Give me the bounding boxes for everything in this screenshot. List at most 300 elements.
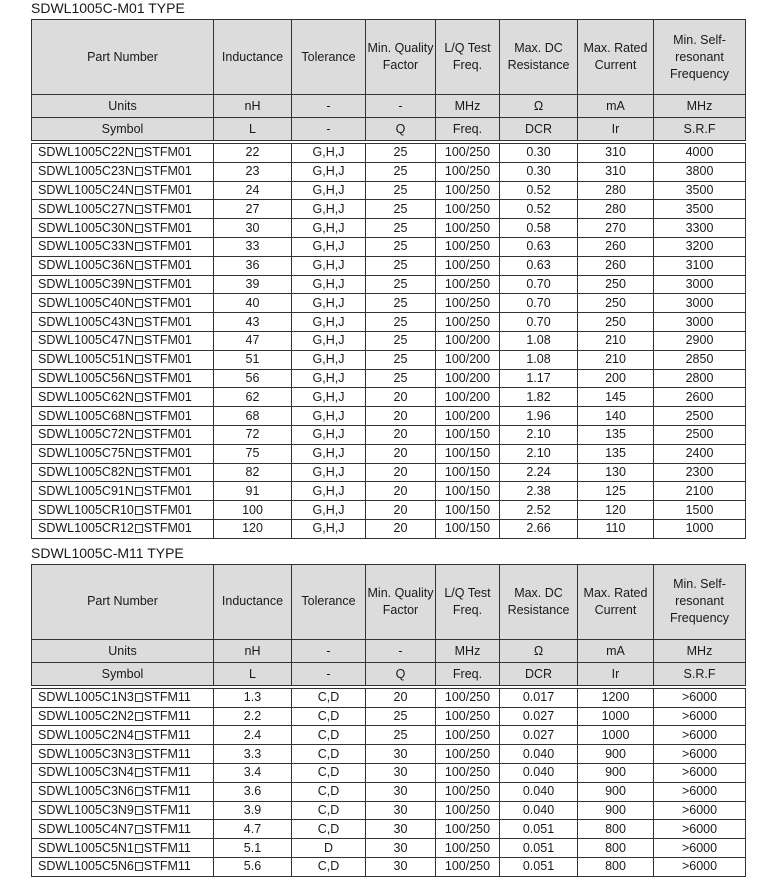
data-cell: 100 bbox=[214, 501, 292, 520]
table-row bbox=[32, 350, 746, 369]
data-cell: 0.70 bbox=[500, 294, 578, 313]
data-cell: 20 bbox=[366, 519, 436, 538]
data-cell: >6000 bbox=[654, 745, 746, 764]
data-cell: 210 bbox=[578, 331, 654, 350]
data-cell: 1000 bbox=[578, 726, 654, 745]
data-cell: 900 bbox=[578, 801, 654, 820]
placeholder-box-icon bbox=[135, 731, 143, 740]
part-code: SDWL1005C33N bbox=[38, 239, 134, 254]
part-code: SDWL1005C3N3 bbox=[38, 746, 134, 761]
part-suffix: STFM01 bbox=[143, 164, 192, 179]
data-cell: 33 bbox=[214, 237, 292, 256]
units-symbols bbox=[32, 639, 746, 688]
data-cell: 0.52 bbox=[500, 181, 578, 200]
data-cell: G,H,J bbox=[292, 407, 366, 426]
table-row bbox=[32, 181, 746, 200]
data-cell: 20 bbox=[366, 425, 436, 444]
table-header bbox=[32, 20, 746, 95]
data-cell: 20 bbox=[366, 388, 436, 407]
data-cell: 24 bbox=[214, 181, 292, 200]
data-cell: 25 bbox=[366, 294, 436, 313]
symbol-cell: - bbox=[292, 118, 366, 141]
part-suffix: STFM01 bbox=[143, 220, 192, 235]
part-number-cell bbox=[32, 726, 214, 745]
data-cell: 0.040 bbox=[500, 782, 578, 801]
data-cell: 100/200 bbox=[436, 388, 500, 407]
data-cell: 36 bbox=[214, 256, 292, 275]
data-cell: 5.1 bbox=[214, 839, 292, 858]
data-cell: G,H,J bbox=[292, 369, 366, 388]
data-cell: 25 bbox=[366, 144, 436, 163]
data-cell: 100/200 bbox=[436, 350, 500, 369]
data-cell: >6000 bbox=[654, 688, 746, 707]
data-cell: 62 bbox=[214, 388, 292, 407]
symbol-cell: Q bbox=[366, 118, 436, 141]
data-cell: 2.52 bbox=[500, 501, 578, 520]
units-cell: Units bbox=[32, 95, 214, 118]
data-cell: 30 bbox=[366, 763, 436, 782]
data-cell: 1.17 bbox=[500, 369, 578, 388]
data-cell: 68 bbox=[214, 407, 292, 426]
data-cell: 20 bbox=[366, 688, 436, 707]
data-cell: 200 bbox=[578, 369, 654, 388]
data-cell: 30 bbox=[366, 839, 436, 858]
data-cell: 100/250 bbox=[436, 200, 500, 219]
data-cell: 100/250 bbox=[436, 144, 500, 163]
data-cell: 100/150 bbox=[436, 444, 500, 463]
data-cell: 100/250 bbox=[436, 857, 500, 876]
table-row bbox=[32, 839, 746, 858]
data-cell: 260 bbox=[578, 237, 654, 256]
data-cell: 25 bbox=[366, 219, 436, 238]
data-cell: G,H,J bbox=[292, 181, 366, 200]
data-cell: 120 bbox=[578, 501, 654, 520]
part-number-cell bbox=[32, 745, 214, 764]
data-cell: 135 bbox=[578, 444, 654, 463]
units-cell: - bbox=[292, 95, 366, 118]
data-cell: 900 bbox=[578, 745, 654, 764]
part-suffix: STFM11 bbox=[143, 840, 191, 855]
part-suffix: STFM11 bbox=[143, 859, 191, 874]
data-cell: 1.96 bbox=[500, 407, 578, 426]
data-cell: 2.24 bbox=[500, 463, 578, 482]
data-cell: 22 bbox=[214, 144, 292, 163]
placeholder-box-icon bbox=[135, 468, 143, 477]
part-suffix: STFM01 bbox=[143, 239, 192, 254]
data-cell: 2400 bbox=[654, 444, 746, 463]
part-code: SDWL1005C40N bbox=[38, 295, 134, 310]
part-suffix: STFM01 bbox=[143, 446, 192, 461]
data-cell: 100/200 bbox=[436, 407, 500, 426]
data-cell: 0.027 bbox=[500, 707, 578, 726]
data-cell: C,D bbox=[292, 707, 366, 726]
part-number-cell bbox=[32, 444, 214, 463]
data-cell: 310 bbox=[578, 144, 654, 163]
header-self-resonant-freq: Min. Self-resonant Frequency bbox=[654, 564, 746, 639]
data-cell: C,D bbox=[292, 782, 366, 801]
data-cell: 0.70 bbox=[500, 275, 578, 294]
part-number-cell bbox=[32, 801, 214, 820]
header-quality-factor: Min. Quality Factor bbox=[366, 564, 436, 639]
data-cell: 0.040 bbox=[500, 763, 578, 782]
placeholder-box-icon bbox=[135, 693, 143, 702]
placeholder-box-icon bbox=[135, 806, 143, 815]
data-cell: 800 bbox=[578, 820, 654, 839]
data-cell: 2100 bbox=[654, 482, 746, 501]
part-suffix: STFM01 bbox=[143, 333, 192, 348]
data-cell: 2.10 bbox=[500, 444, 578, 463]
part-suffix: STFM01 bbox=[143, 370, 192, 385]
part-number-cell bbox=[32, 463, 214, 482]
units-cell: nH bbox=[214, 95, 292, 118]
symbol-cell: S.R.F bbox=[654, 662, 746, 685]
data-cell: G,H,J bbox=[292, 388, 366, 407]
data-cell: 20 bbox=[366, 482, 436, 501]
data-cell: 43 bbox=[214, 313, 292, 332]
part-number-cell bbox=[32, 407, 214, 426]
table-row bbox=[32, 501, 746, 520]
part-number-cell bbox=[32, 162, 214, 181]
data-cell: 270 bbox=[578, 219, 654, 238]
part-suffix: STFM11 bbox=[143, 765, 191, 780]
data-cell: 100/150 bbox=[436, 501, 500, 520]
data-cell: >6000 bbox=[654, 782, 746, 801]
part-code: SDWL1005C43N bbox=[38, 314, 134, 329]
part-code: SDWL1005C5N1 bbox=[38, 840, 134, 855]
table-row bbox=[32, 444, 746, 463]
data-cell: 0.051 bbox=[500, 839, 578, 858]
data-cell: 100/250 bbox=[436, 763, 500, 782]
data-cell: 20 bbox=[366, 463, 436, 482]
data-cell: 3000 bbox=[654, 313, 746, 332]
data-cell: 2500 bbox=[654, 407, 746, 426]
header-part-number: Part Number bbox=[32, 20, 214, 95]
placeholder-box-icon bbox=[135, 148, 143, 157]
data-cell: 280 bbox=[578, 181, 654, 200]
data-cell: 250 bbox=[578, 275, 654, 294]
symbol-cell: Symbol bbox=[32, 662, 214, 685]
units-cell: MHz bbox=[654, 639, 746, 662]
data-cell: 0.051 bbox=[500, 820, 578, 839]
units-symbols bbox=[32, 95, 746, 144]
table-row bbox=[32, 294, 746, 313]
data-cell: 100/250 bbox=[436, 707, 500, 726]
placeholder-box-icon bbox=[135, 712, 143, 721]
symbol-cell: Ir bbox=[578, 662, 654, 685]
symbol-cell: Freq. bbox=[436, 118, 500, 141]
data-cell: 3000 bbox=[654, 294, 746, 313]
data-cell: 2.38 bbox=[500, 482, 578, 501]
part-suffix: STFM01 bbox=[143, 314, 192, 329]
data-cell: 25 bbox=[366, 313, 436, 332]
part-suffix: STFM01 bbox=[143, 276, 192, 291]
part-number-cell bbox=[32, 425, 214, 444]
data-cell: C,D bbox=[292, 820, 366, 839]
data-cell: 3500 bbox=[654, 181, 746, 200]
data-cell: 25 bbox=[366, 331, 436, 350]
data-cell: D bbox=[292, 839, 366, 858]
data-cell: 100/250 bbox=[436, 181, 500, 200]
data-cell: 72 bbox=[214, 425, 292, 444]
symbol-cell: Freq. bbox=[436, 662, 500, 685]
data-cell: 30 bbox=[214, 219, 292, 238]
data-cell: 100/250 bbox=[436, 162, 500, 181]
data-cell: 3.4 bbox=[214, 763, 292, 782]
data-cell: 260 bbox=[578, 256, 654, 275]
part-suffix: STFM11 bbox=[143, 708, 191, 723]
data-cell: 0.52 bbox=[500, 200, 578, 219]
data-cell: 100/250 bbox=[436, 688, 500, 707]
data-cell: 51 bbox=[214, 350, 292, 369]
data-cell: 0.30 bbox=[500, 144, 578, 163]
data-cell: G,H,J bbox=[292, 463, 366, 482]
table-row bbox=[32, 407, 746, 426]
part-code: SDWL1005C5N6 bbox=[38, 859, 134, 874]
part-number-cell bbox=[32, 839, 214, 858]
data-cell: 3.6 bbox=[214, 782, 292, 801]
data-cell: 110 bbox=[578, 519, 654, 538]
symbol-cell: DCR bbox=[500, 118, 578, 141]
placeholder-box-icon bbox=[135, 167, 143, 176]
data-cell: 1000 bbox=[578, 707, 654, 726]
data-cell: 82 bbox=[214, 463, 292, 482]
placeholder-box-icon bbox=[135, 280, 143, 289]
data-cell: C,D bbox=[292, 857, 366, 876]
data-cell: 25 bbox=[366, 350, 436, 369]
part-number-cell bbox=[32, 313, 214, 332]
part-suffix: STFM11 bbox=[143, 821, 191, 836]
data-cell: >6000 bbox=[654, 707, 746, 726]
data-cell: 1.82 bbox=[500, 388, 578, 407]
data-cell: 27 bbox=[214, 200, 292, 219]
placeholder-box-icon bbox=[135, 506, 143, 515]
units-cell: MHz bbox=[654, 95, 746, 118]
part-code: SDWL1005C3N6 bbox=[38, 784, 134, 799]
placeholder-box-icon bbox=[135, 787, 143, 796]
part-number-cell bbox=[32, 763, 214, 782]
data-cell: 25 bbox=[366, 256, 436, 275]
placeholder-box-icon bbox=[135, 205, 143, 214]
symbol-cell: Ir bbox=[578, 118, 654, 141]
part-code: SDWL1005CR12 bbox=[38, 521, 134, 536]
data-cell: 2500 bbox=[654, 425, 746, 444]
data-cell: 2.4 bbox=[214, 726, 292, 745]
placeholder-box-icon bbox=[135, 336, 143, 345]
header-inductance: Inductance bbox=[214, 564, 292, 639]
data-cell: 25 bbox=[366, 275, 436, 294]
data-cell: 800 bbox=[578, 857, 654, 876]
units-cell: nH bbox=[214, 639, 292, 662]
data-cell: 4.7 bbox=[214, 820, 292, 839]
table-body-m01 bbox=[32, 144, 746, 539]
data-cell: 40 bbox=[214, 294, 292, 313]
data-cell: 25 bbox=[366, 726, 436, 745]
part-code: SDWL1005C68N bbox=[38, 408, 134, 423]
data-cell: 1.3 bbox=[214, 688, 292, 707]
data-cell: >6000 bbox=[654, 763, 746, 782]
data-cell: 0.70 bbox=[500, 313, 578, 332]
data-cell: 100/150 bbox=[436, 519, 500, 538]
data-cell: >6000 bbox=[654, 801, 746, 820]
table-row bbox=[32, 763, 746, 782]
data-cell: 2900 bbox=[654, 331, 746, 350]
data-cell: 130 bbox=[578, 463, 654, 482]
data-cell: G,H,J bbox=[292, 519, 366, 538]
part-suffix: STFM11 bbox=[143, 784, 191, 799]
data-cell: 210 bbox=[578, 350, 654, 369]
part-suffix: STFM01 bbox=[143, 201, 192, 216]
part-number-cell bbox=[32, 782, 214, 801]
part-code: SDWL1005C39N bbox=[38, 276, 134, 291]
units-cell: Units bbox=[32, 639, 214, 662]
table-row bbox=[32, 688, 746, 707]
part-code: SDWL1005C91N bbox=[38, 483, 134, 498]
part-code: SDWL1005C1N3 bbox=[38, 690, 134, 705]
table-row bbox=[32, 726, 746, 745]
table-title-m01: SDWL1005C-M01 TYPE bbox=[31, 0, 185, 16]
data-cell: G,H,J bbox=[292, 144, 366, 163]
part-code: SDWL1005C4N7 bbox=[38, 821, 134, 836]
data-cell: 3800 bbox=[654, 162, 746, 181]
data-cell: 100/200 bbox=[436, 369, 500, 388]
part-number-cell bbox=[32, 275, 214, 294]
part-number-cell bbox=[32, 219, 214, 238]
table-row bbox=[32, 200, 746, 219]
data-cell: 1500 bbox=[654, 501, 746, 520]
placeholder-box-icon bbox=[135, 318, 143, 327]
data-cell: 25 bbox=[366, 200, 436, 219]
part-number-cell bbox=[32, 331, 214, 350]
table-row bbox=[32, 275, 746, 294]
units-cell: MHz bbox=[436, 639, 500, 662]
data-cell: >6000 bbox=[654, 726, 746, 745]
data-cell: 0.040 bbox=[500, 745, 578, 764]
data-cell: 100/150 bbox=[436, 482, 500, 501]
units-cell: - bbox=[292, 639, 366, 662]
data-cell: 310 bbox=[578, 162, 654, 181]
table-row bbox=[32, 331, 746, 350]
header-dc-resistance: Max. DC Resistance bbox=[500, 564, 578, 639]
part-number-cell bbox=[32, 294, 214, 313]
header-tolerance: Tolerance bbox=[292, 564, 366, 639]
placeholder-box-icon bbox=[135, 844, 143, 853]
header-test-freq: L/Q Test Freq. bbox=[436, 20, 500, 95]
header-test-freq: L/Q Test Freq. bbox=[436, 564, 500, 639]
part-number-cell bbox=[32, 388, 214, 407]
part-code: SDWL1005C22N bbox=[38, 145, 134, 160]
units-row bbox=[32, 639, 746, 662]
part-suffix: STFM11 bbox=[143, 727, 191, 742]
part-code: SDWL1005C82N bbox=[38, 464, 134, 479]
data-cell: G,H,J bbox=[292, 162, 366, 181]
data-cell: 100/200 bbox=[436, 331, 500, 350]
data-cell: 140 bbox=[578, 407, 654, 426]
table-row bbox=[32, 313, 746, 332]
data-cell: 100/250 bbox=[436, 726, 500, 745]
table-row bbox=[32, 519, 746, 538]
data-cell: 100/250 bbox=[436, 745, 500, 764]
data-cell: C,D bbox=[292, 763, 366, 782]
data-cell: 0.017 bbox=[500, 688, 578, 707]
placeholder-box-icon bbox=[135, 355, 143, 364]
part-number-cell bbox=[32, 482, 214, 501]
placeholder-box-icon bbox=[135, 299, 143, 308]
data-cell: C,D bbox=[292, 726, 366, 745]
part-suffix: STFM01 bbox=[143, 258, 192, 273]
table-body-m11 bbox=[32, 688, 746, 876]
data-cell: G,H,J bbox=[292, 256, 366, 275]
placeholder-box-icon bbox=[135, 261, 143, 270]
data-cell: 3300 bbox=[654, 219, 746, 238]
part-code: SDWL1005C24N bbox=[38, 182, 134, 197]
part-suffix: STFM11 bbox=[143, 746, 191, 761]
data-cell: 91 bbox=[214, 482, 292, 501]
data-cell: 0.040 bbox=[500, 801, 578, 820]
symbol-cell: Symbol bbox=[32, 118, 214, 141]
data-cell: 4000 bbox=[654, 144, 746, 163]
units-cell: Ω bbox=[500, 95, 578, 118]
part-code: SDWL1005C51N bbox=[38, 352, 134, 367]
data-cell: 3500 bbox=[654, 200, 746, 219]
symbol-cell: L bbox=[214, 118, 292, 141]
table-row bbox=[32, 219, 746, 238]
data-cell: G,H,J bbox=[292, 350, 366, 369]
data-cell: 120 bbox=[214, 519, 292, 538]
data-cell: 39 bbox=[214, 275, 292, 294]
data-cell: 100/250 bbox=[436, 313, 500, 332]
data-cell: G,H,J bbox=[292, 237, 366, 256]
part-suffix: STFM01 bbox=[143, 389, 192, 404]
data-cell: 0.027 bbox=[500, 726, 578, 745]
header-inductance: Inductance bbox=[214, 20, 292, 95]
data-cell: 3.3 bbox=[214, 745, 292, 764]
part-number-cell bbox=[32, 857, 214, 876]
data-cell: 100/250 bbox=[436, 275, 500, 294]
data-cell: 1.08 bbox=[500, 331, 578, 350]
data-cell: 100/250 bbox=[436, 782, 500, 801]
part-code: SDWL1005C23N bbox=[38, 164, 134, 179]
part-code: SDWL1005C27N bbox=[38, 201, 134, 216]
units-cell: Ω bbox=[500, 639, 578, 662]
units-cell: MHz bbox=[436, 95, 500, 118]
part-suffix: STFM01 bbox=[143, 352, 192, 367]
part-code: SDWL1005C72N bbox=[38, 427, 134, 442]
placeholder-box-icon bbox=[135, 487, 143, 496]
part-code: SDWL1005C36N bbox=[38, 258, 134, 273]
part-number-cell bbox=[32, 369, 214, 388]
part-code: SDWL1005CR10 bbox=[38, 502, 134, 517]
placeholder-box-icon bbox=[135, 524, 143, 533]
data-cell: 100/250 bbox=[436, 294, 500, 313]
placeholder-box-icon bbox=[135, 768, 143, 777]
table-row bbox=[32, 144, 746, 163]
table-row bbox=[32, 162, 746, 181]
data-cell: 20 bbox=[366, 444, 436, 463]
data-cell: 3.9 bbox=[214, 801, 292, 820]
symbol-cell: Q bbox=[366, 662, 436, 685]
data-cell: G,H,J bbox=[292, 331, 366, 350]
part-code: SDWL1005C2N2 bbox=[38, 708, 134, 723]
part-code: SDWL1005C56N bbox=[38, 370, 134, 385]
placeholder-box-icon bbox=[135, 186, 143, 195]
table-row bbox=[32, 482, 746, 501]
table-row bbox=[32, 782, 746, 801]
placeholder-box-icon bbox=[135, 430, 143, 439]
data-cell: 2850 bbox=[654, 350, 746, 369]
placeholder-box-icon bbox=[135, 412, 143, 421]
table-row bbox=[32, 801, 746, 820]
data-cell: 100/150 bbox=[436, 425, 500, 444]
